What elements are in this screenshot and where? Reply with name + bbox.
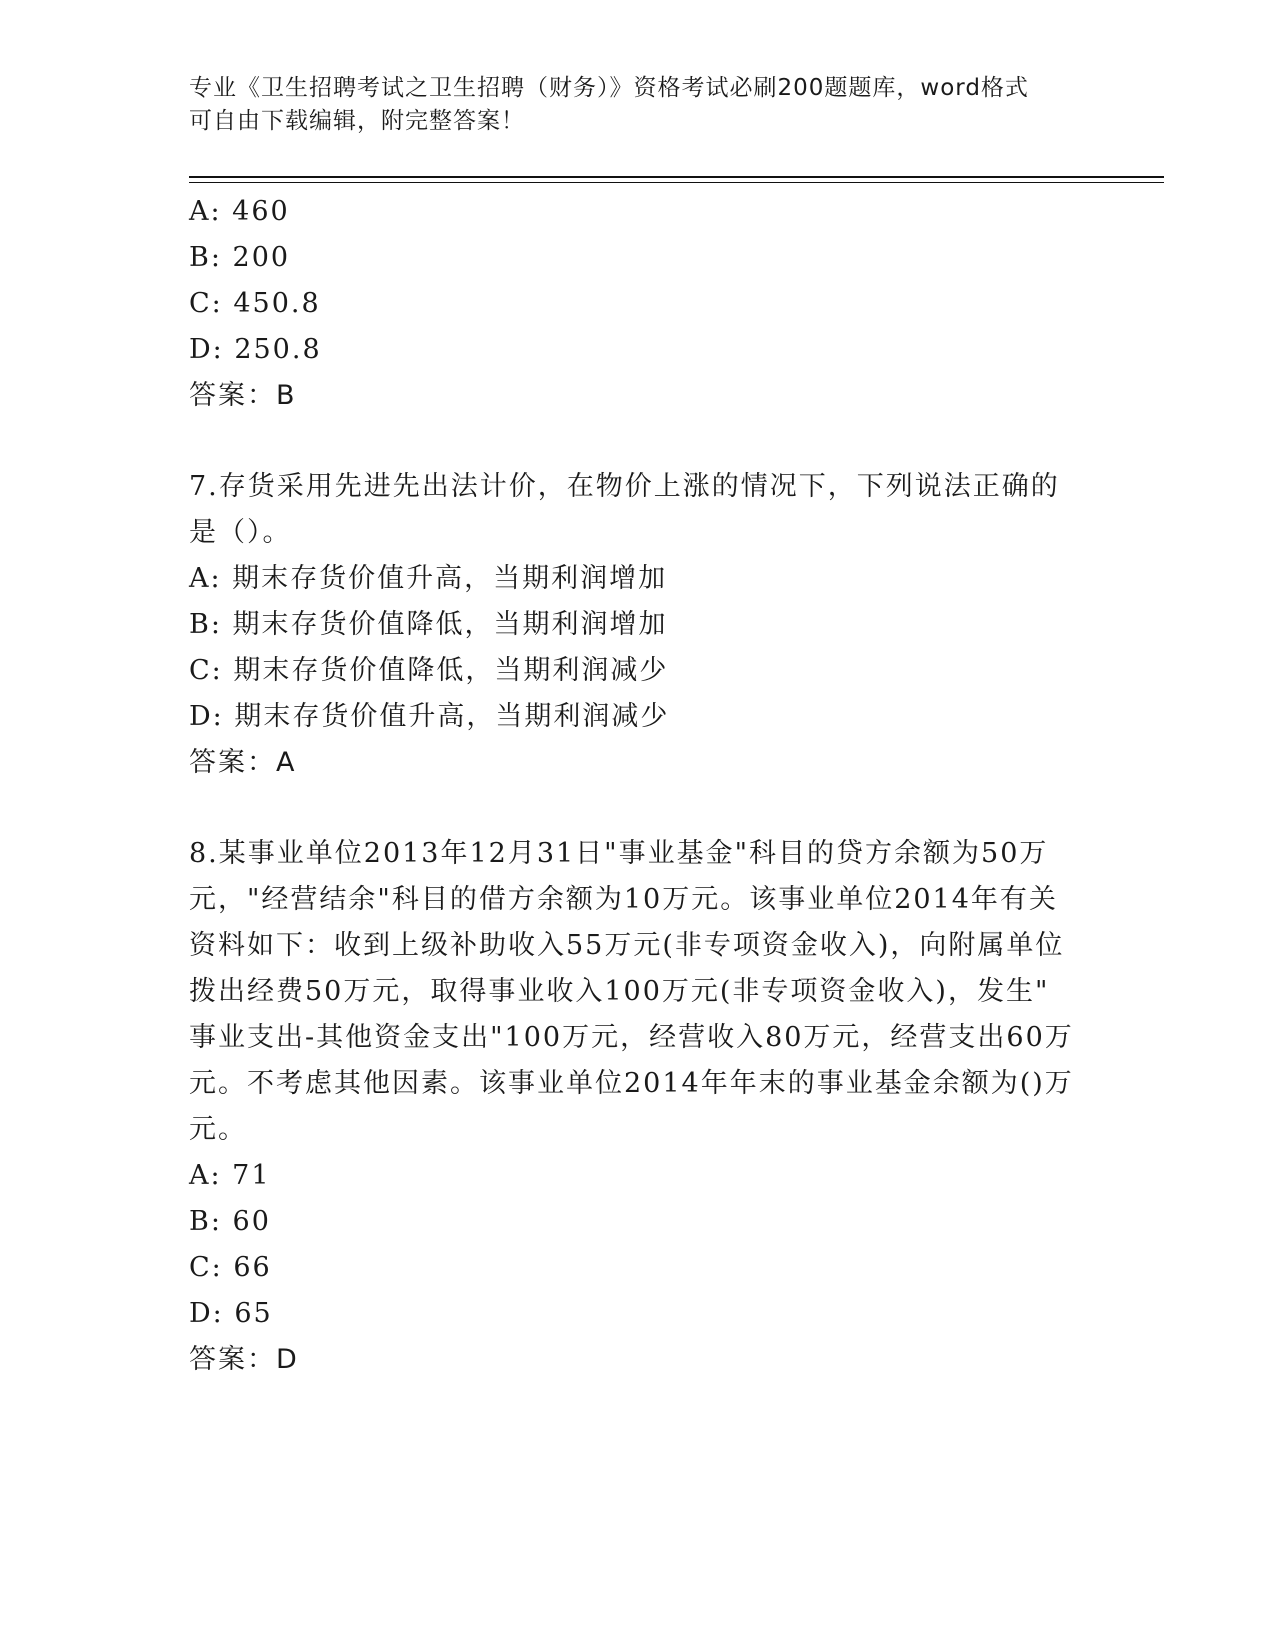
answer: 答案：A xyxy=(189,747,297,778)
stem-line: 元。不考虑其他因素。该事业单位2014年年末的事业基金余额为()万 xyxy=(189,1068,1074,1099)
stem-line: 元。 xyxy=(189,1114,247,1145)
option-d: D: 期末存货价值升高，当期利润减少 xyxy=(189,701,670,732)
header-line-1: 专业《卫生招聘考试之卫生招聘（财务）》资格考试必刷200题题库，word格式 xyxy=(189,75,1029,101)
question-8 xyxy=(189,831,1089,1383)
header-line-2: 可自由下载编辑，附完整答案！ xyxy=(189,108,525,134)
option-b: B: 200 xyxy=(189,242,291,273)
header-divider-thin xyxy=(189,182,1164,183)
option-c: C: 450.8 xyxy=(189,288,321,319)
option-b: B: 60 xyxy=(189,1206,271,1237)
document-header xyxy=(189,72,1089,138)
stem-line: 元，"经营结余"科目的借方余额为10万元。该事业单位2014年有关 xyxy=(189,884,1058,915)
question-stem xyxy=(189,831,1089,1153)
question-6 xyxy=(189,189,1089,419)
answer: 答案：B xyxy=(189,380,297,411)
option-c: C: 期末存货价值降低，当期利润减少 xyxy=(189,655,669,686)
option-a: A: 460 xyxy=(189,196,290,227)
stem-line: 8.某事业单位2013年12月31日"事业基金"科目的贷方余额为50万 xyxy=(189,838,1049,869)
question-content xyxy=(189,189,1089,1383)
answer: 答案：D xyxy=(189,1344,299,1375)
option-d: D: 250.8 xyxy=(189,334,322,365)
spacer xyxy=(189,786,1089,831)
stem-line: 7.存货采用先进先出法计价，在物价上涨的情况下，下列说法正确的 xyxy=(189,471,1060,502)
stem-line: 事业支出-其他资金支出"100万元，经营收入80万元，经营支出60万 xyxy=(189,1022,1074,1053)
header-divider-thick xyxy=(189,176,1164,178)
stem-line: 资料如下：收到上级补助收入55万元(非专项资金收入)，向附属单位 xyxy=(189,930,1065,961)
question-stem xyxy=(189,464,1089,556)
option-c: C: 66 xyxy=(189,1252,272,1283)
option-d: D: 65 xyxy=(189,1298,273,1329)
option-a: A: 期末存货价值升高，当期利润增加 xyxy=(189,563,668,594)
option-b: B: 期末存货价值降低，当期利润增加 xyxy=(189,609,668,640)
option-a: A: 71 xyxy=(189,1160,271,1191)
question-7 xyxy=(189,464,1089,786)
spacer xyxy=(189,419,1089,464)
stem-line: 是（）。 xyxy=(189,517,292,548)
stem-line: 拨出经费50万元，取得事业收入100万元(非专项资金收入)，发生" xyxy=(189,976,1050,1007)
